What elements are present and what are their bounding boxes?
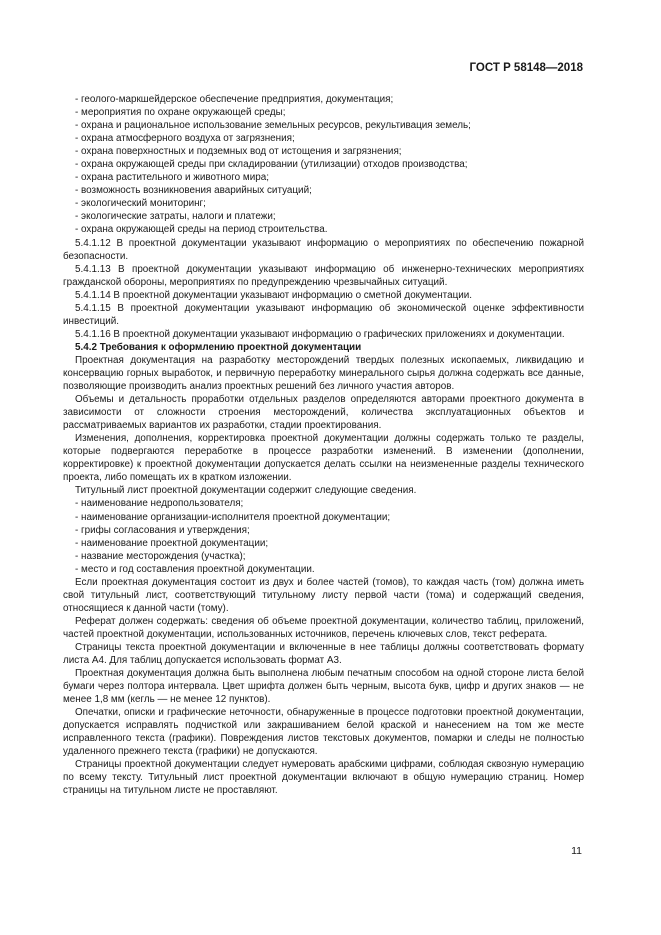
list-item: - мероприятия по охране окружающей среды; <box>75 107 286 119</box>
list-item: - экологический мониторинг; <box>75 198 206 210</box>
paragraph: Реферат должен содержать: сведения об объеме проектной документации, количество таблиц, приложений, частей проектной документации, использованных источников, перечень ключевых слов, текст реферата. <box>63 615 584 640</box>
paragraph: Проектная документация на разработку месторождений твердых полезных ископаемых, ликвидацию и консервацию горных выработок, и первичную переработку минерального сырья должна содержать все данные, позволяющие производить анализ проектных решений без личного участия авторов. <box>63 354 584 393</box>
page-number: 11 <box>571 845 582 857</box>
list-item: - охрана окружающей среды при складировании (утилизации) отходов производства; <box>75 159 468 171</box>
document-code: ГОСТ Р 58148—2018 <box>469 62 583 74</box>
clause-5-4-1-15: 5.4.1.15 В проектной документации указывают информацию об экономической оценке эффективности инвестиций. <box>63 302 584 327</box>
paragraph: Титульный лист проектной документации содержит следующие сведения. <box>75 485 417 497</box>
list-item: - наименование организации-исполнителя проектной документации; <box>75 511 391 523</box>
page-body <box>63 93 584 798</box>
paragraph: Страницы текста проектной документации и включенные в нее таблицы должны соответствовать формату листа А4. Для таблиц допускается использовать формат А3. <box>63 641 584 667</box>
list-item: - охрана поверхностных и подземных вод от истощения и загрязнения; <box>75 146 402 158</box>
paragraph: Если проектная документация состоит из двух и более частей (томов), то каждая часть (том) должна иметь свой титульный лист, соответствующий титульному листу первой части (тома) и содержащий сведения, относящиеся к данной части (тому). <box>63 576 584 614</box>
list-item: - наименование проектной документации; <box>75 537 269 549</box>
list-item: - охрана и рациональное использование земельных ресурсов, рекультивация земель; <box>75 120 471 132</box>
clause-5-4-1-16: 5.4.1.16 В проектной документации указывают информацию о графических приложениях и документации. <box>75 328 565 340</box>
list-item: - экологические затраты, налоги и платежи; <box>75 211 276 223</box>
list-item: - наименование недропользователя; <box>75 498 244 510</box>
list-item: - охрана атмосферного воздуха от загрязнения; <box>75 133 295 145</box>
clause-5-4-1-13: 5.4.1.13 В проектной документации указывают информацию об инженерно-технических мероприятиях гражданской обороны, мероприятиях по предупреждению чрезвычайных ситуаций. <box>63 263 584 288</box>
paragraph: Проектная документация должна быть выполнена любым печатным способом на одной стороне листа белой бумаги через полтора интервала. Цвет шрифта должен быть черным, высота букв, цифр и других знаков — не менее 1,8 мм (кегль — не менее 12 пунктов). <box>63 668 584 706</box>
list-item: - возможность возникновения аварийных ситуаций; <box>75 185 312 197</box>
list-item: - название месторождения (участка); <box>75 550 246 562</box>
list-item: - охрана растительного и животного мира; <box>75 172 269 184</box>
section-heading: 5.4.2 Требования к оформлению проектной документации <box>75 341 362 353</box>
paragraph: Объемы и детальность проработки отдельных разделов определяются авторами проектного документа в зависимости от сложности строения месторождений, количества эксплуатационных объектов и рассматриваемых вариантов их разработки, стадии проектирования. <box>63 394 584 432</box>
list-item: - место и год составления проектной документации. <box>75 563 315 575</box>
paragraph: Страницы проектной документации следует нумеровать арабскими цифрами, соблюдая сквозную нумерацию по всему тексту. Титульный лист проектной документации включают в общую нумерацию страниц. Номер страницы на титульном листе не проставляют. <box>63 759 584 797</box>
paragraph: Изменения, дополнения, корректировка проектной документации должны содержать только те разделы, которые подвергаются переработке в процессе разработки изменений. В изменении (дополнении, корректировке) к проектной документации допускается делать ссылки на неизмененные разделы технического проекта, либо помещать их в кратком изложении. <box>63 433 584 484</box>
clause-5-4-1-12: 5.4.1.12 В проектной документации указывают информацию о мероприятиях по обеспечению пожарной безопасности. <box>63 237 584 262</box>
list-item: - грифы согласования и утверждения; <box>75 524 250 536</box>
paragraph: Опечатки, описки и графические неточности, обнаруженные в процессе подготовки проектной документации, допускается исправлять подчисткой или закрашиванием белой краской и нанесением на том же месте исправленного текста (графики). Повреждения листов текстовых документов, помарки и следы не полностью удаленного прежнего текста (графики) не допускаются. <box>63 707 584 758</box>
list-item: - охрана окружающей среды на период строительства. <box>75 224 328 236</box>
clause-5-4-1-14: 5.4.1.14 В проектной документации указывают информацию о сметной документации. <box>75 289 473 301</box>
list-item: - геолого-маркшейдерское обеспечение предприятия, документация; <box>75 94 394 105</box>
